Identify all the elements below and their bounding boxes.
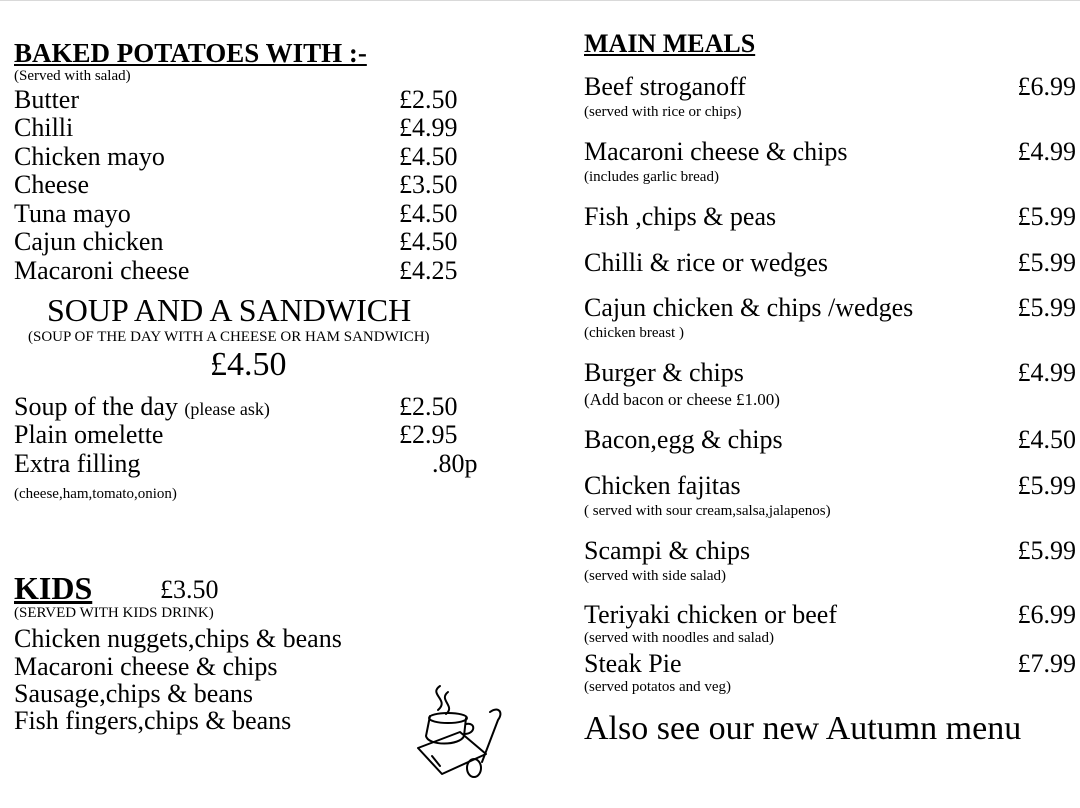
item-name: Cajun chicken bbox=[14, 227, 164, 256]
menu-item bbox=[14, 86, 474, 114]
item-name: Cheese bbox=[14, 170, 90, 199]
item-price: £4.25 bbox=[399, 256, 458, 285]
item-name: Chilli bbox=[14, 113, 74, 142]
soup-sandwich-price: £4.50 bbox=[210, 346, 287, 383]
menu-item bbox=[14, 421, 474, 449]
kids-item: Chicken nuggets,chips & beans bbox=[14, 624, 342, 653]
item-price: £4.99 bbox=[1017, 137, 1076, 166]
menu-item bbox=[14, 228, 474, 256]
item-name: Scampi & chips bbox=[584, 536, 751, 565]
item-price: £4.99 bbox=[1017, 358, 1076, 387]
item-name: Chicken mayo bbox=[14, 142, 165, 171]
filling-note: (cheese,ham,tomato,onion) bbox=[14, 486, 177, 502]
item-name: Steak Pie bbox=[584, 649, 682, 678]
item-note: (served potatos and veg) bbox=[584, 679, 732, 695]
item-suffix: (please ask) bbox=[184, 399, 270, 419]
item-price: £3.50 bbox=[399, 170, 458, 199]
item-price: £4.50 bbox=[399, 142, 458, 171]
item-price: £5.99 bbox=[1017, 248, 1076, 277]
soup-sandwich-heading: SOUP AND A SANDWICH bbox=[47, 292, 412, 328]
item-name: Butter bbox=[14, 85, 79, 114]
item-name: Macaroni cheese bbox=[14, 256, 190, 285]
item-price: £4.50 bbox=[399, 227, 458, 256]
item-price: £5.99 bbox=[1017, 536, 1076, 565]
item-note: (served with rice or chips) bbox=[584, 104, 742, 120]
item-note: (served with noodles and salad) bbox=[584, 630, 774, 646]
item-note: (includes garlic bread) bbox=[584, 169, 719, 185]
item-note: ( served with sour cream,salsa,jalapenos) bbox=[584, 503, 831, 519]
autumn-menu-notice: Also see our new Autumn menu bbox=[584, 710, 1022, 747]
item-note: (served with side salad) bbox=[584, 568, 727, 584]
coffee-cup-icon bbox=[412, 682, 508, 782]
soup-sandwich-note: (SOUP OF THE DAY WITH A CHEESE OR HAM SANDWICH) bbox=[28, 329, 430, 345]
top-border bbox=[0, 0, 1080, 1]
item-note: (chicken breast ) bbox=[584, 325, 684, 341]
item-name: Teriyaki chicken or beef bbox=[584, 600, 837, 629]
item-price: £2.50 bbox=[399, 85, 458, 114]
item-price: £4.50 bbox=[399, 199, 458, 228]
menu-item bbox=[14, 257, 474, 285]
item-name: Macaroni cheese & chips bbox=[584, 137, 848, 166]
item-name: Extra filling bbox=[14, 449, 141, 478]
baked-potatoes-heading: BAKED POTATOES WITH :- bbox=[14, 38, 367, 68]
kids-item: Fish fingers,chips & beans bbox=[14, 706, 292, 735]
item-price: £6.99 bbox=[1017, 600, 1076, 629]
menu-item bbox=[14, 171, 474, 199]
menu-item bbox=[14, 143, 474, 171]
item-name: Burger & chips bbox=[584, 358, 744, 387]
menu-item bbox=[14, 449, 478, 478]
item-price: £4.99 bbox=[399, 113, 458, 142]
menu-item bbox=[14, 200, 474, 228]
item-name: Chicken fajitas bbox=[584, 471, 741, 500]
kids-price: £3.50 bbox=[160, 575, 219, 604]
item-name: Soup of the day (please ask) bbox=[14, 392, 270, 421]
main-meals-heading: MAIN MEALS bbox=[584, 29, 756, 58]
item-name: Fish ,chips & peas bbox=[584, 202, 777, 231]
item-price: £6.99 bbox=[1017, 72, 1076, 101]
item-name: Beef stroganoff bbox=[584, 72, 746, 101]
item-price: £2.50 bbox=[399, 392, 458, 421]
baked-potatoes-note: (Served with salad) bbox=[14, 68, 131, 84]
item-price: £5.99 bbox=[1017, 471, 1076, 500]
kids-item: Sausage,chips & beans bbox=[14, 679, 254, 708]
menu-item bbox=[14, 393, 474, 421]
item-price: £5.99 bbox=[1017, 202, 1076, 231]
item-price: £7.99 bbox=[1017, 649, 1076, 678]
item-price: .80p bbox=[432, 449, 478, 478]
item-name: Cajun chicken & chips /wedges bbox=[584, 293, 914, 322]
item-name: Bacon,egg & chips bbox=[584, 425, 783, 454]
item-price: £2.95 bbox=[399, 420, 458, 449]
item-name: Tuna mayo bbox=[14, 199, 131, 228]
item-price: £5.99 bbox=[1017, 293, 1076, 322]
kids-heading: KIDS bbox=[14, 570, 93, 606]
kids-note: (SERVED WITH KIDS DRINK) bbox=[14, 605, 214, 621]
item-note: (Add bacon or cheese £1.00) bbox=[584, 390, 780, 409]
item-name: Plain omelette bbox=[14, 420, 164, 449]
item-name: Chilli & rice or wedges bbox=[584, 248, 829, 277]
item-price: £4.50 bbox=[1017, 425, 1076, 454]
kids-item: Macaroni cheese & chips bbox=[14, 652, 278, 681]
menu-item bbox=[14, 114, 474, 142]
